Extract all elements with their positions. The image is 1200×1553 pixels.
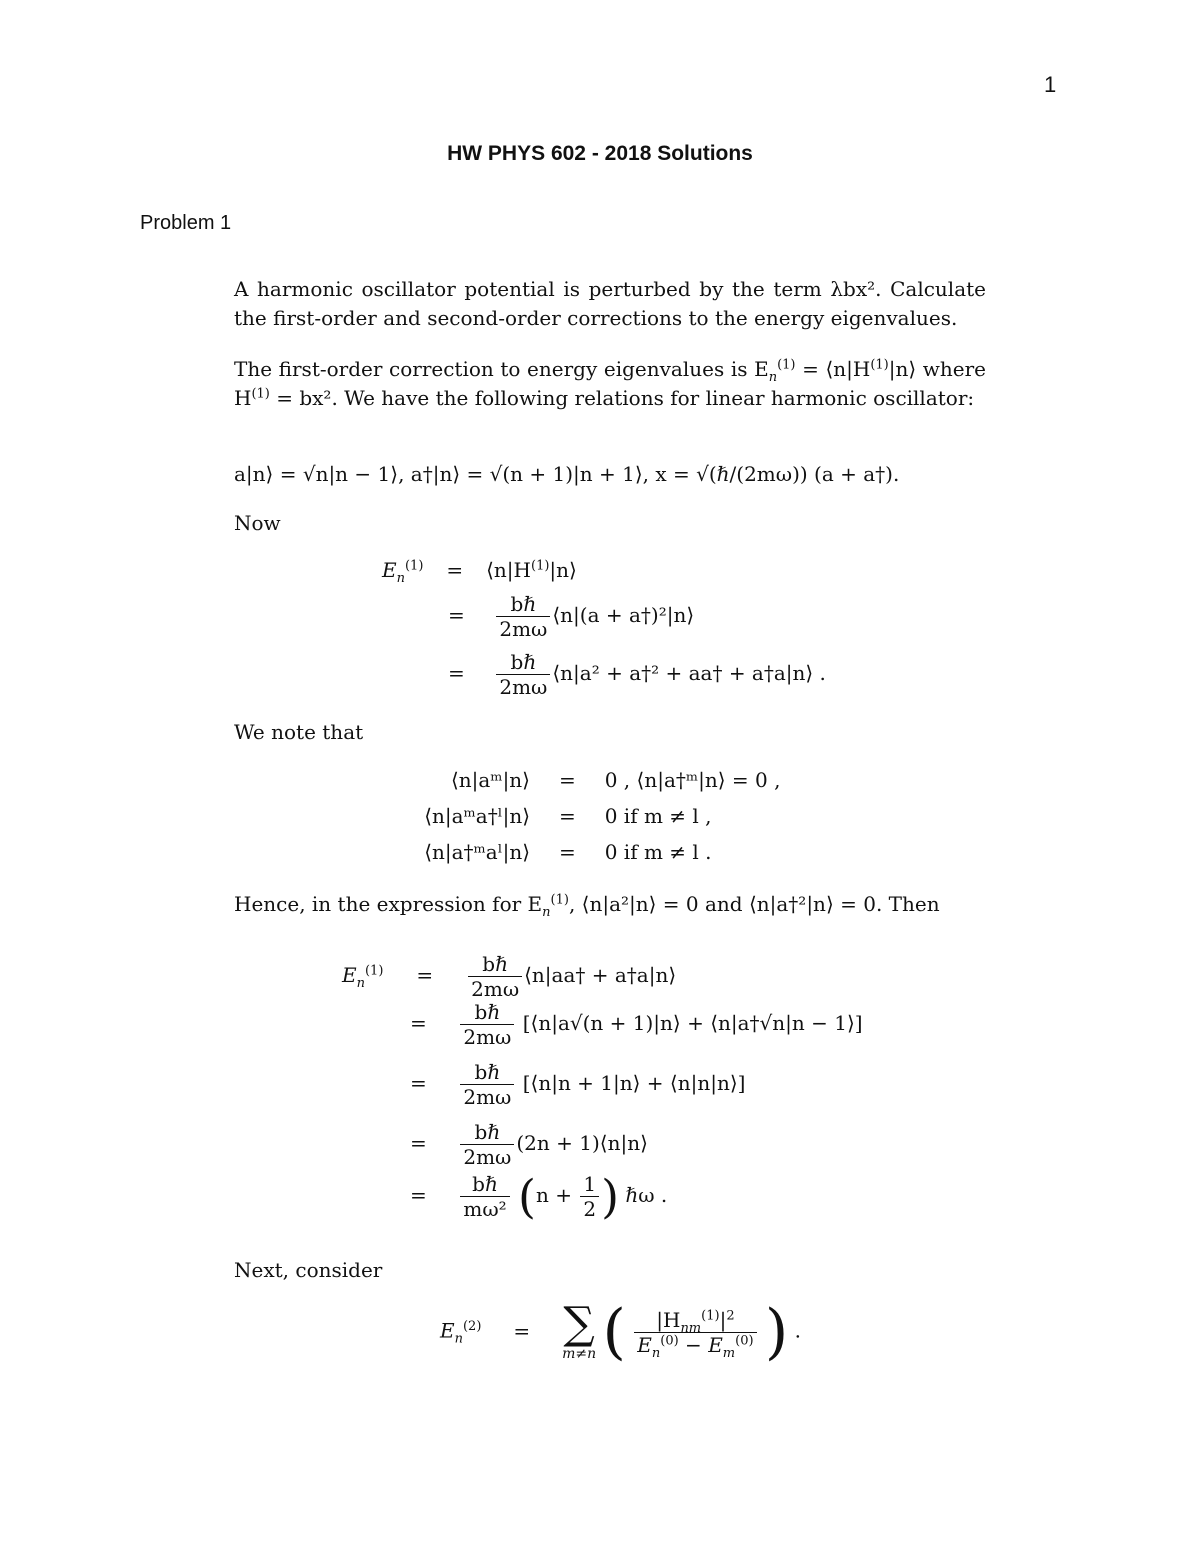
first-order-intro: The first-order correction to energy eigenvalues is $E_n^{(1)}$ = $⟨n|H^{(1)}|n⟩$ where $H^{(1)} = bx^2$. We have the following relations for linear harmonic oscillator: <box>234 357 986 410</box>
next-label: Next, consider <box>234 1258 383 1282</box>
eq2-row1: $E_n^{(1)}$ = $\frac{\text{bℏ}}{2m\omega}$ ⟨n|aa† + a†a|n⟩ <box>342 952 677 1001</box>
now-label: Now <box>234 511 281 535</box>
problem-heading: Problem 1 <box>140 212 232 234</box>
document-title: HW PHYS 602 - 2018 Solutions <box>447 142 753 165</box>
eq1-row2: = $\frac{\text{bℏ}}{2m\omega}$ ⟨n|(a + a†)²|n⟩ <box>448 592 695 641</box>
page-number: 1 <box>1044 72 1057 97</box>
eq2-row3: = $\frac{\text{bℏ}}{2m\omega}$ [⟨n|n + 1|n⟩ + ⟨n|n|n⟩] <box>410 1060 746 1109</box>
eq2-row5: = $\frac{\text{bℏ}}{\text{mω²}}$ (n + $\frac{1}{2}$ ) ℏω . <box>410 1169 668 1224</box>
hence-line: Hence, in the expression for $E_n^{(1)}$, ⟨n|a²|n⟩ = 0 and ⟨n|a†²|n⟩ = 0. Then <box>234 892 940 920</box>
problem-statement: A harmonic oscillator potential is perturbed by the term λbx². Calculate the first-order and second-order corrections to the energy eigenvalues. <box>234 277 986 330</box>
intro-text-b: where H <box>234 357 986 410</box>
eq1-row1: $E_n^{(1)}$ = $⟨n|H^{(1)}|n⟩$ <box>382 558 577 586</box>
intro-text-c: = bx². We have the following relations for linear harmonic oscillator: <box>269 386 975 410</box>
we-note-label: We note that <box>234 720 364 744</box>
oscillator-relations: a|n⟩ = √n|n − 1⟩, a†|n⟩ = √(n + 1)|n + 1⟩, x = √(ℏ/(2mω)) (a + a†). <box>234 462 900 486</box>
eq2-row2: = $\frac{\text{bℏ}}{2m\omega}$ [⟨n|a√(n + 1)|n⟩ + ⟨n|a†√n|n − 1⟩] <box>410 1000 863 1049</box>
note-row2: ⟨n|aᵐa†ˡ|n⟩ = 0 if m ≠ l , <box>424 804 712 828</box>
eq2-row4: = $\frac{\text{bℏ}}{2m\omega}$ (2n + 1)⟨n|n⟩ <box>410 1120 648 1169</box>
note-row3: ⟨n|a†ᵐaˡ|n⟩ = 0 if m ≠ l . <box>424 840 712 864</box>
note-row1: ⟨n|aᵐ|n⟩ = 0 , ⟨n|a†ᵐ|n⟩ = 0 , <box>450 768 781 792</box>
intro-text-a: The first-order correction to energy eigenvalues is E <box>234 357 769 381</box>
second-order-eq: $E_n^{(2)}$ = ∑ m≠n ( $\frac{|H_{nm}^{(1)}|^2}{E_n^{(0)} - E_m^{(0)}}$ ) . <box>440 1297 802 1367</box>
eq1-row3: = $\frac{\text{bℏ}}{2m\omega}$ ⟨n|a² + a†² + aa† + a†a|n⟩ . <box>448 650 826 699</box>
sum-symbol: ∑ m≠n <box>562 1298 597 1362</box>
